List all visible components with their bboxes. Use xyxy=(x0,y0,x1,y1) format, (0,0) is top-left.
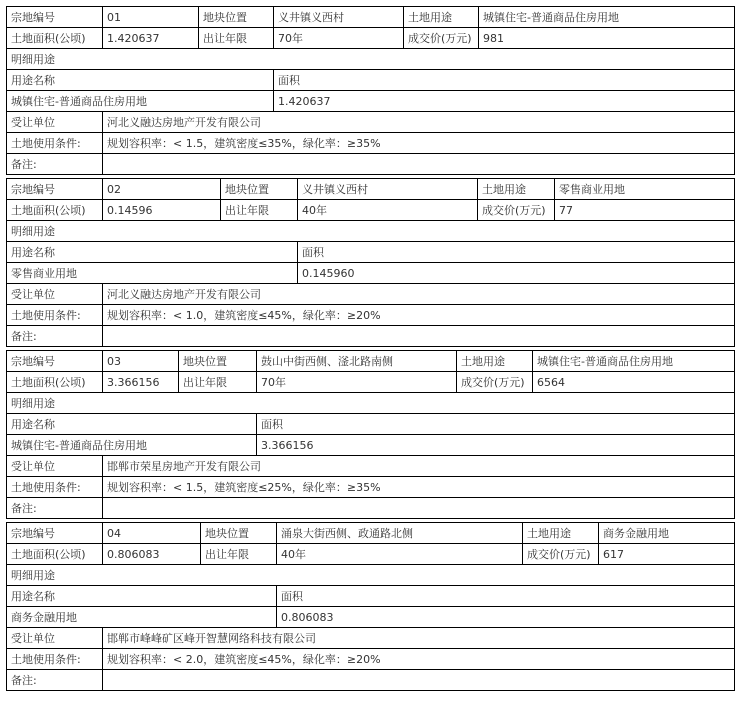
detail-use-header: 明细用途 xyxy=(7,565,735,586)
parcel-no-label: 宗地编号 xyxy=(7,7,103,28)
location-label: 地块位置 xyxy=(179,351,257,372)
conditions-label: 土地使用条件: xyxy=(7,133,103,154)
detail-use-name: 城镇住宅-普通商品住房用地 xyxy=(7,435,257,456)
area-value: 0.806083 xyxy=(103,544,201,565)
grantee-label: 受让单位 xyxy=(7,456,103,477)
grantee-value: 邯郸市峰峰矿区峰开智慧网络科技有限公司 xyxy=(103,628,735,649)
price-label: 成交价(万元) xyxy=(404,28,479,49)
location-label: 地块位置 xyxy=(199,7,274,28)
area-value: 0.14596 xyxy=(103,200,221,221)
detail-use-name: 城镇住宅-普通商品住房用地 xyxy=(7,91,274,112)
land-transaction-results xyxy=(6,6,734,691)
use-name-label: 用途名称 xyxy=(7,586,277,607)
area-label: 土地面积(公顷) xyxy=(7,28,103,49)
land-use-label: 土地用途 xyxy=(404,7,479,28)
term-value: 70年 xyxy=(274,28,404,49)
grantee-value: 邯郸市荣星房地产开发有限公司 xyxy=(103,456,735,477)
land-use-label: 土地用途 xyxy=(478,179,555,200)
conditions-value: 规划容积率：< 2.0，建筑密度≤45%，绿化率：≥20% xyxy=(103,649,735,670)
conditions-value: 规划容积率：< 1.5，建筑密度≤35%，绿化率：≥35% xyxy=(103,133,735,154)
price-label: 成交价(万元) xyxy=(478,200,555,221)
price-label: 成交价(万元) xyxy=(457,372,533,393)
location-label: 地块位置 xyxy=(201,523,277,544)
use-name-label: 用途名称 xyxy=(7,70,274,91)
parcel-no-label: 宗地编号 xyxy=(7,523,103,544)
area-value: 1.420637 xyxy=(103,28,199,49)
location-label: 地块位置 xyxy=(221,179,298,200)
parcel-no-value: 04 xyxy=(103,523,201,544)
detail-area: 0.806083 xyxy=(277,607,735,628)
grantee-label: 受让单位 xyxy=(7,112,103,133)
use-name-label: 用途名称 xyxy=(7,414,257,435)
price-value: 981 xyxy=(479,28,735,49)
land-use-value: 城镇住宅-普通商品住房用地 xyxy=(533,351,735,372)
parcel-no-value: 02 xyxy=(103,179,221,200)
area-value: 3.366156 xyxy=(103,372,179,393)
detail-area: 0.145960 xyxy=(298,263,735,284)
detail-use-name: 商务金融用地 xyxy=(7,607,277,628)
area-label: 土地面积(公顷) xyxy=(7,200,103,221)
conditions-label: 土地使用条件: xyxy=(7,649,103,670)
term-value: 40年 xyxy=(277,544,523,565)
detail-use-header: 明细用途 xyxy=(7,393,735,414)
land-use-value: 城镇住宅-普通商品住房用地 xyxy=(479,7,735,28)
parcel-table xyxy=(6,178,735,347)
grantee-label: 受让单位 xyxy=(7,284,103,305)
price-value: 6564 xyxy=(533,372,735,393)
remarks-value xyxy=(103,498,735,519)
remarks-label: 备注: xyxy=(7,154,103,175)
remarks-label: 备注: xyxy=(7,326,103,347)
area-label: 土地面积(公顷) xyxy=(7,372,103,393)
detail-use-name: 零售商业用地 xyxy=(7,263,298,284)
term-label: 出让年限 xyxy=(179,372,257,393)
price-label: 成交价(万元) xyxy=(523,544,599,565)
location-value: 鼓山中街西侧、滏北路南侧 xyxy=(257,351,457,372)
land-use-label: 土地用途 xyxy=(523,523,599,544)
land-use-value: 零售商业用地 xyxy=(555,179,735,200)
detail-use-header: 明细用途 xyxy=(7,49,735,70)
area-label: 土地面积(公顷) xyxy=(7,544,103,565)
location-value: 义井镇义西村 xyxy=(298,179,478,200)
term-value: 70年 xyxy=(257,372,457,393)
remarks-value xyxy=(103,326,735,347)
price-value: 617 xyxy=(599,544,735,565)
grantee-value: 河北义融达房地产开发有限公司 xyxy=(103,112,735,133)
remarks-value xyxy=(103,670,735,691)
conditions-value: 规划容积率：< 1.5，建筑密度≤25%，绿化率：≥35% xyxy=(103,477,735,498)
area-short-label: 面积 xyxy=(274,70,735,91)
parcel-table xyxy=(6,6,735,175)
parcel-no-label: 宗地编号 xyxy=(7,179,103,200)
area-short-label: 面积 xyxy=(298,242,735,263)
conditions-label: 土地使用条件: xyxy=(7,477,103,498)
term-label: 出让年限 xyxy=(199,28,274,49)
land-use-label: 土地用途 xyxy=(457,351,533,372)
location-value: 涌泉大街西侧、政通路北侧 xyxy=(277,523,523,544)
parcel-no-value: 01 xyxy=(103,7,199,28)
term-label: 出让年限 xyxy=(221,200,298,221)
area-short-label: 面积 xyxy=(277,586,735,607)
remarks-label: 备注: xyxy=(7,498,103,519)
land-use-value: 商务金融用地 xyxy=(599,523,735,544)
grantee-label: 受让单位 xyxy=(7,628,103,649)
term-label: 出让年限 xyxy=(201,544,277,565)
use-name-label: 用途名称 xyxy=(7,242,298,263)
grantee-value: 河北义融达房地产开发有限公司 xyxy=(103,284,735,305)
parcel-no-value: 03 xyxy=(103,351,179,372)
area-short-label: 面积 xyxy=(257,414,735,435)
remarks-value xyxy=(103,154,735,175)
term-value: 40年 xyxy=(298,200,478,221)
price-value: 77 xyxy=(555,200,735,221)
parcel-no-label: 宗地编号 xyxy=(7,351,103,372)
location-value: 义井镇义西村 xyxy=(274,7,404,28)
remarks-label: 备注: xyxy=(7,670,103,691)
parcel-table xyxy=(6,350,735,519)
detail-use-header: 明细用途 xyxy=(7,221,735,242)
detail-area: 3.366156 xyxy=(257,435,735,456)
conditions-value: 规划容积率：< 1.0，建筑密度≤45%，绿化率：≥20% xyxy=(103,305,735,326)
conditions-label: 土地使用条件: xyxy=(7,305,103,326)
parcel-table xyxy=(6,522,735,691)
detail-area: 1.420637 xyxy=(274,91,735,112)
